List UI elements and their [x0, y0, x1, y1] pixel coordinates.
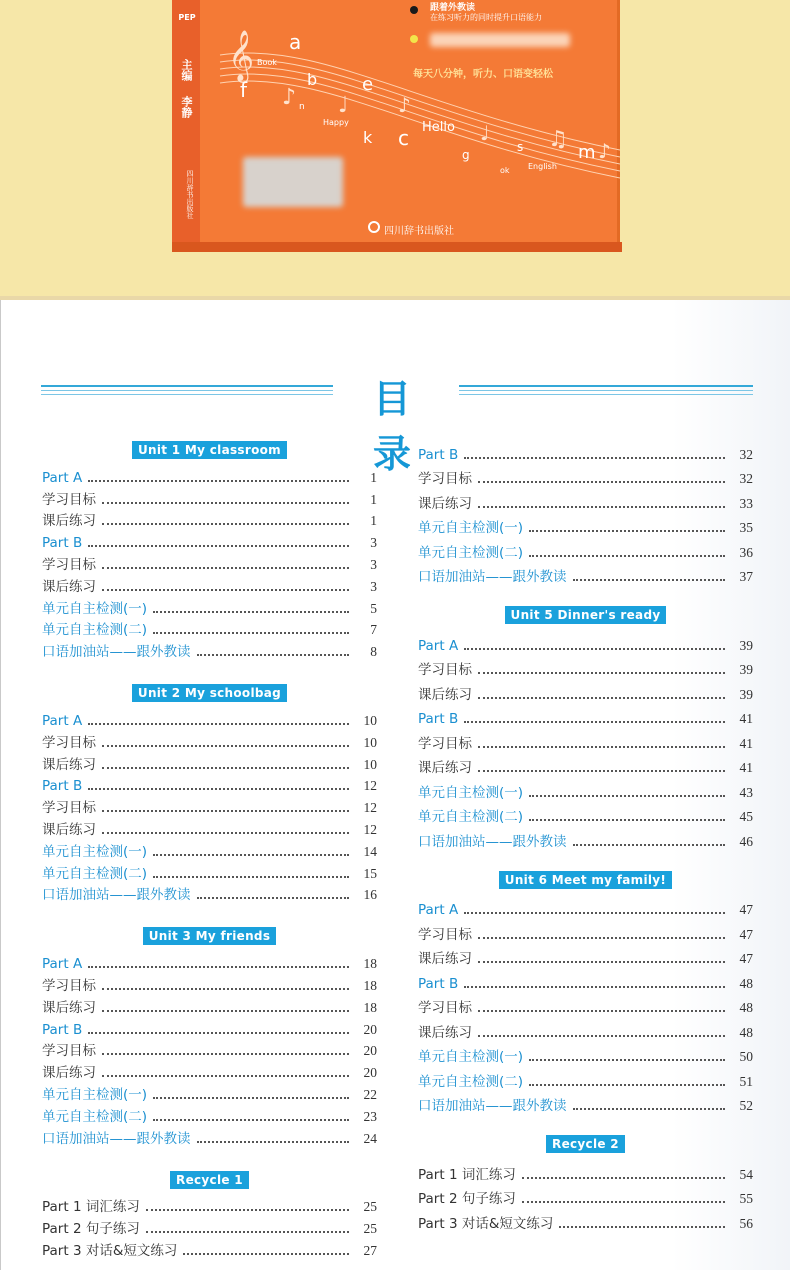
toc-page-number: 48: [739, 1024, 753, 1040]
dot-leader: [102, 832, 349, 834]
blurred-text: [430, 33, 570, 47]
page-title: 目 录: [372, 377, 429, 476]
dot-leader: [529, 1059, 725, 1061]
toc-page-number: 48: [739, 1000, 753, 1015]
toc-entry[interactable]: [42, 883, 377, 905]
toc-entry[interactable]: [418, 1184, 753, 1209]
dot-leader: [522, 1177, 725, 1179]
cover-word: Hello: [422, 120, 455, 135]
dot-leader: [478, 672, 725, 674]
title-rule-left: [41, 385, 333, 397]
cover-word: k: [363, 128, 373, 147]
toc-page-number: 45: [739, 809, 753, 824]
toc-entry-label: 口语加油站——跟外教读: [42, 644, 191, 661]
dot-leader: [197, 654, 350, 656]
toc-entry-label: 单元自主检测(一): [418, 784, 524, 801]
toc-entry[interactable]: [42, 639, 377, 661]
cover-word: a: [289, 30, 302, 54]
dot-leader: [153, 611, 349, 613]
toc-entry-label: Part A: [42, 712, 83, 729]
toc-page-number: 39: [739, 637, 753, 653]
toc-entry-label: Part 3 对话&短文练习: [418, 1215, 554, 1232]
unit-heading: [42, 682, 377, 704]
toc-entry-label: Part 2 句子练习: [418, 1191, 516, 1207]
toc-entry[interactable]: [42, 552, 377, 574]
toc-page-number: 22: [363, 1086, 377, 1102]
dot-leader: [102, 523, 349, 525]
dot-leader: [102, 1010, 349, 1012]
toc-entry[interactable]: [42, 1195, 377, 1217]
toc-entry[interactable]: [418, 488, 753, 513]
toc-entry-label: Part B: [418, 975, 459, 992]
toc-page-number: 46: [739, 833, 753, 849]
toc-entry-label: 单元自主检测(二): [42, 622, 148, 639]
dot-leader: [529, 795, 725, 797]
cover-slogan: 每天八分钟，听力、口语变轻松: [413, 69, 553, 80]
cover-word: Happy: [323, 118, 349, 127]
dot-leader: [153, 632, 349, 634]
toc-page-number: 15: [363, 865, 377, 881]
svg-text:♫: ♫: [548, 127, 568, 152]
dot-leader: [529, 819, 725, 821]
toc-entry-label: Part A: [418, 902, 459, 918]
toc-entry[interactable]: [42, 708, 377, 730]
dot-leader: [559, 1226, 725, 1228]
toc-entry-label: 单元自主检测(一): [42, 843, 148, 860]
dot-leader: [102, 589, 349, 591]
dot-leader: [464, 457, 725, 459]
dot-leader: [478, 1035, 725, 1037]
toc-page-number: 37: [739, 569, 753, 584]
unit-heading: [418, 1133, 753, 1155]
toc-page-number: 48: [739, 975, 753, 991]
toc-entry[interactable]: [418, 630, 753, 655]
toc-entry[interactable]: [42, 1017, 377, 1039]
toc-entry[interactable]: [418, 968, 753, 993]
toc-page-number: 24: [363, 1130, 377, 1146]
toc-entry[interactable]: [418, 826, 753, 851]
toc-entry-label: 学习目标: [418, 926, 472, 943]
toc-entry-label: 学习目标: [42, 556, 96, 573]
cover-word: b: [307, 70, 318, 89]
toc-entry-label: 课后练习: [42, 578, 96, 595]
toc-entry-label: 学习目标: [418, 662, 472, 678]
toc-page-number: 35: [739, 520, 753, 535]
dot-leader: [478, 746, 725, 748]
dot-leader: [478, 481, 725, 483]
dot-leader: [197, 897, 350, 899]
toc-column-right: [418, 439, 753, 1233]
toc-entry-label: 单元自主检测(二): [42, 865, 148, 882]
toc-entry[interactable]: [42, 730, 377, 752]
dot-leader: [146, 1209, 349, 1211]
toc-entry-label: 学习目标: [42, 734, 96, 751]
toc-entry-label: 单元自主检测(一): [418, 1049, 524, 1065]
toc-page-number: 23: [363, 1108, 377, 1124]
toc-entry[interactable]: [418, 1091, 753, 1116]
dot-leader: [88, 723, 349, 725]
toc-entry[interactable]: [42, 973, 377, 995]
toc-page-number: 20: [363, 1065, 377, 1081]
toc-entry-label: 学习目标: [42, 491, 96, 508]
toc-column-left: [42, 439, 377, 1260]
toc-entry[interactable]: [418, 728, 753, 753]
unit-title: Unit 1 My classroom: [132, 441, 287, 459]
dot-leader: [102, 767, 349, 769]
toc-page-number: 56: [739, 1215, 753, 1231]
toc-entry[interactable]: [418, 464, 753, 489]
toc-entry[interactable]: [42, 995, 377, 1017]
toc-page-number: 27: [363, 1242, 377, 1258]
section-gap: [418, 1115, 753, 1133]
dot-leader: [478, 506, 725, 508]
toc-page-number: 39: [739, 686, 753, 702]
toc-page-number: 52: [739, 1098, 753, 1113]
toc-page-number: 7: [370, 622, 377, 638]
dot-leader: [197, 1141, 350, 1143]
toc-entry[interactable]: [418, 1159, 753, 1184]
toc-entry[interactable]: [42, 795, 377, 817]
toc-entry-label: 课后练习: [42, 513, 96, 530]
toc-entry-label: 学习目标: [418, 471, 472, 487]
dot-leader: [102, 810, 349, 812]
dot-leader: [478, 961, 725, 963]
dot-leader: [153, 1119, 349, 1121]
title-rule-right: [459, 385, 753, 397]
toc-entry[interactable]: [42, 530, 377, 552]
dot-leader: [529, 1084, 725, 1086]
toc-entry[interactable]: [42, 574, 377, 596]
cover-word: n: [299, 102, 305, 112]
toc-entry-label: 学习目标: [42, 800, 96, 817]
toc-page-number: 14: [363, 843, 377, 859]
toc-entry-label: Part B: [418, 711, 459, 727]
speaker-icon: [410, 6, 418, 14]
toc-entry[interactable]: [42, 1238, 377, 1260]
spine-editor-label: 主编: [180, 59, 193, 81]
dot-leader: [153, 854, 349, 856]
toc-entry-label: 课后练习: [418, 495, 472, 512]
toc-page-number: 1: [370, 513, 377, 529]
toc-entry[interactable]: [418, 919, 753, 944]
cover-word: c: [398, 126, 409, 150]
cover-line-2: 在练习听力的同时提升口语能力: [430, 13, 542, 22]
dot-leader: [146, 1231, 349, 1233]
svg-text:♩: ♩: [480, 121, 490, 145]
toc-entry[interactable]: [418, 1066, 753, 1091]
unit-title: Unit 3 My friends: [143, 927, 277, 945]
toc-entry-label: 学习目标: [418, 735, 472, 752]
toc-entry[interactable]: [418, 439, 753, 464]
toc-entry-label: 单元自主检测(二): [418, 544, 524, 561]
dot-leader: [529, 530, 725, 532]
toc-page-number: 10: [363, 756, 377, 772]
toc-entry[interactable]: [418, 1042, 753, 1067]
toc-entry[interactable]: [418, 802, 753, 827]
svg-text:♪: ♪: [282, 85, 297, 110]
dot-leader: [153, 1097, 349, 1099]
toc-entry[interactable]: [42, 509, 377, 531]
unit-title: Unit 2 My schoolbag: [132, 684, 287, 702]
toc-entry-label: 学习目标: [42, 977, 96, 994]
blurred-qr-code: [243, 157, 343, 207]
section-gap: [418, 586, 753, 604]
toc-entry[interactable]: [418, 1208, 753, 1233]
dot-leader: [102, 1053, 349, 1055]
unit-heading: [42, 925, 377, 947]
dot-leader: [88, 966, 349, 968]
toc-entry-label: 学习目标: [42, 1043, 96, 1060]
dot-leader: [88, 1032, 349, 1034]
toc-entry[interactable]: [418, 777, 753, 802]
toc-entry-label: 单元自主检测(二): [418, 809, 524, 825]
toc-entry[interactable]: [418, 753, 753, 778]
toc-entry[interactable]: [42, 1126, 377, 1148]
toc-page-number: 12: [363, 778, 377, 794]
toc-entry[interactable]: [42, 1082, 377, 1104]
unit-heading: [42, 1169, 377, 1191]
svg-text:♪: ♪: [598, 139, 611, 163]
bullet-icon: [410, 35, 418, 43]
dot-leader: [102, 1075, 349, 1077]
svg-text:♩: ♩: [338, 93, 349, 118]
cover-word: s: [517, 140, 524, 154]
toc-entry[interactable]: [418, 513, 753, 538]
dot-leader: [464, 986, 725, 988]
toc-page-number: 32: [739, 471, 753, 486]
toc-entry-label: Part B: [418, 446, 459, 463]
toc-page-number: 41: [739, 711, 753, 726]
toc-entry-label: Part 2 句子练习: [42, 1221, 140, 1238]
toc-page-number: 18: [363, 999, 377, 1015]
toc-entry-label: 课后练习: [42, 1065, 96, 1082]
toc-page-number: 18: [363, 956, 377, 972]
dot-leader: [102, 567, 349, 569]
toc-entry[interactable]: [418, 562, 753, 587]
toc-entry-label: Part 1 词汇练习: [418, 1166, 516, 1183]
dot-leader: [478, 937, 725, 939]
dot-leader: [183, 1253, 349, 1255]
toc-entry-label: 课后练习: [418, 951, 472, 967]
toc-entry[interactable]: [418, 895, 753, 920]
dot-leader: [88, 480, 349, 482]
toc-page-number: 36: [739, 544, 753, 560]
spine-series: PEP: [178, 13, 196, 22]
toc-page-number: 32: [739, 446, 753, 462]
unit-title: Unit 6 Meet my family!: [499, 871, 672, 889]
dot-leader: [573, 579, 726, 581]
cover-word: g: [462, 148, 470, 162]
dot-leader: [529, 555, 725, 557]
section-gap: [42, 1148, 377, 1169]
toc-page-number: 39: [739, 662, 753, 677]
toc-page-number: 47: [739, 902, 753, 917]
toc-entry-label: 口语加油站——跟外教读: [418, 833, 567, 850]
cover-word: e: [362, 74, 374, 95]
toc-entry-label: 口语加油站——跟外教读: [42, 887, 191, 904]
toc-entry-label: 课后练习: [418, 1024, 472, 1041]
toc-page-number: 3: [370, 535, 377, 551]
toc-page-number: 12: [363, 821, 377, 837]
toc-entry[interactable]: [42, 839, 377, 861]
toc-entry-label: Part 1 词汇练习: [42, 1199, 140, 1216]
toc-entry[interactable]: [42, 1216, 377, 1238]
dot-leader: [464, 648, 725, 650]
unit-heading: [42, 439, 377, 461]
spine-publisher: 四川辞书出版社: [186, 170, 194, 219]
toc-page-number: 47: [739, 926, 753, 942]
toc-entry[interactable]: [42, 774, 377, 796]
dot-leader: [464, 912, 725, 914]
toc-page-number: 20: [363, 1021, 377, 1037]
toc-page-number: 8: [370, 644, 377, 660]
dot-leader: [522, 1201, 725, 1203]
toc-entry-label: Part 3 对话&短文练习: [42, 1242, 178, 1259]
toc-page-number: 33: [739, 495, 753, 511]
unit-title: Recycle 1: [170, 1171, 249, 1189]
section-gap: [42, 661, 377, 682]
toc-page-number: 3: [370, 578, 377, 594]
toc-page-number: 41: [739, 760, 753, 775]
dot-leader: [464, 721, 725, 723]
section-gap: [418, 851, 753, 869]
svg-text:♪: ♪: [398, 93, 411, 117]
cover-publisher: 四川辞书出版社: [384, 226, 454, 237]
toc-entry[interactable]: [42, 596, 377, 618]
toc-entry-label: Part B: [42, 778, 83, 795]
toc-page-number: 54: [739, 1166, 753, 1182]
toc-page-number: 43: [739, 784, 753, 800]
toc-entry[interactable]: [42, 465, 377, 487]
dot-leader: [102, 502, 349, 504]
toc-entry-label: Part A: [418, 637, 459, 654]
toc-page-number: 47: [739, 951, 753, 966]
toc-page-number: 3: [370, 556, 377, 572]
toc-entry[interactable]: [418, 1017, 753, 1042]
toc-entry-label: 课后练习: [418, 760, 472, 776]
toc-page-number: 18: [363, 977, 377, 993]
cover-word: Book: [257, 58, 277, 67]
spine-editor: 李静: [180, 96, 193, 118]
toc-page-number: 25: [363, 1221, 377, 1237]
svg-text:𝄞: 𝄞: [228, 30, 255, 81]
toc-entry-label: Part B: [42, 1021, 83, 1038]
cover-word: m: [578, 142, 596, 163]
toc-entry[interactable]: [42, 861, 377, 883]
cover-word: English: [528, 162, 557, 171]
toc-entry[interactable]: [42, 817, 377, 839]
toc-entry[interactable]: [418, 679, 753, 704]
toc-entry-label: 单元自主检测(一): [418, 520, 524, 536]
dot-leader: [102, 745, 349, 747]
cover-line-1: 跟着外教读: [430, 3, 476, 13]
toc-page-number: 50: [739, 1049, 753, 1064]
toc-entry[interactable]: [42, 1104, 377, 1126]
toc-entry[interactable]: [418, 537, 753, 562]
toc-page-number: 1: [370, 469, 377, 485]
toc-page-number: 16: [363, 887, 377, 903]
dot-leader: [478, 697, 725, 699]
toc-page-number: 12: [363, 800, 377, 816]
publisher-logo-icon: [368, 221, 380, 233]
unit-heading: [418, 869, 753, 891]
toc-page-number: 5: [370, 600, 377, 616]
toc-entry[interactable]: [42, 618, 377, 640]
dot-leader: [88, 788, 349, 790]
dot-leader: [573, 1108, 726, 1110]
toc-entry[interactable]: [418, 944, 753, 969]
dot-leader: [102, 988, 349, 990]
toc-entry[interactable]: [418, 704, 753, 729]
toc-entry-label: Part A: [42, 956, 83, 973]
toc-page-number: 1: [370, 491, 377, 507]
dot-leader: [478, 770, 725, 772]
toc-entry-label: 课后练习: [418, 686, 472, 703]
toc-entry-label: 单元自主检测(二): [42, 1108, 148, 1125]
toc-entry[interactable]: [42, 487, 377, 509]
unit-title: Unit 5 Dinner's ready: [505, 606, 667, 624]
dot-leader: [573, 844, 726, 846]
toc-entry-label: 单元自主检测(一): [42, 1086, 148, 1103]
toc-entry[interactable]: [42, 752, 377, 774]
toc-entry-label: 单元自主检测(一): [42, 600, 148, 617]
toc-page-number: 10: [363, 734, 377, 750]
toc-entry-label: 口语加油站——跟外教读: [418, 1098, 567, 1114]
toc-entry-label: Part A: [42, 469, 83, 486]
toc-entry-label: 口语加油站——跟外教读: [42, 1130, 191, 1147]
toc-entry-label: 学习目标: [418, 1000, 472, 1016]
cover-word: f: [240, 78, 248, 102]
toc-page-number: 25: [363, 1199, 377, 1215]
toc-page-number: 10: [363, 712, 377, 728]
toc-page-number: 51: [739, 1073, 753, 1089]
toc-entry-label: 课后练习: [42, 756, 96, 773]
spine-text: [178, 10, 196, 122]
toc-entry[interactable]: [42, 951, 377, 973]
cover-word: ok: [500, 166, 510, 175]
unit-title: Recycle 2: [546, 1135, 625, 1153]
toc-entry-label: 口语加油站——跟外教读: [418, 569, 567, 585]
dot-leader: [153, 876, 349, 878]
toc-entry-label: 单元自主检测(二): [418, 1073, 524, 1090]
toc-entry-label: 课后练习: [42, 821, 96, 838]
section-gap: [42, 904, 377, 925]
toc-entry[interactable]: [418, 655, 753, 680]
toc-page-number: 55: [739, 1191, 753, 1206]
dot-leader: [478, 1010, 725, 1012]
toc-entry[interactable]: [42, 1039, 377, 1061]
book-cover-banner: [0, 0, 790, 297]
toc-page-number: 20: [363, 1043, 377, 1059]
toc-page-number: 41: [739, 735, 753, 751]
toc-entry-label: Part B: [42, 535, 83, 552]
toc-entry[interactable]: [418, 993, 753, 1018]
toc-entry[interactable]: [42, 1060, 377, 1082]
unit-heading: [418, 604, 753, 626]
toc-entry-label: 课后练习: [42, 999, 96, 1016]
toc-page: [0, 300, 790, 1270]
dot-leader: [88, 545, 349, 547]
